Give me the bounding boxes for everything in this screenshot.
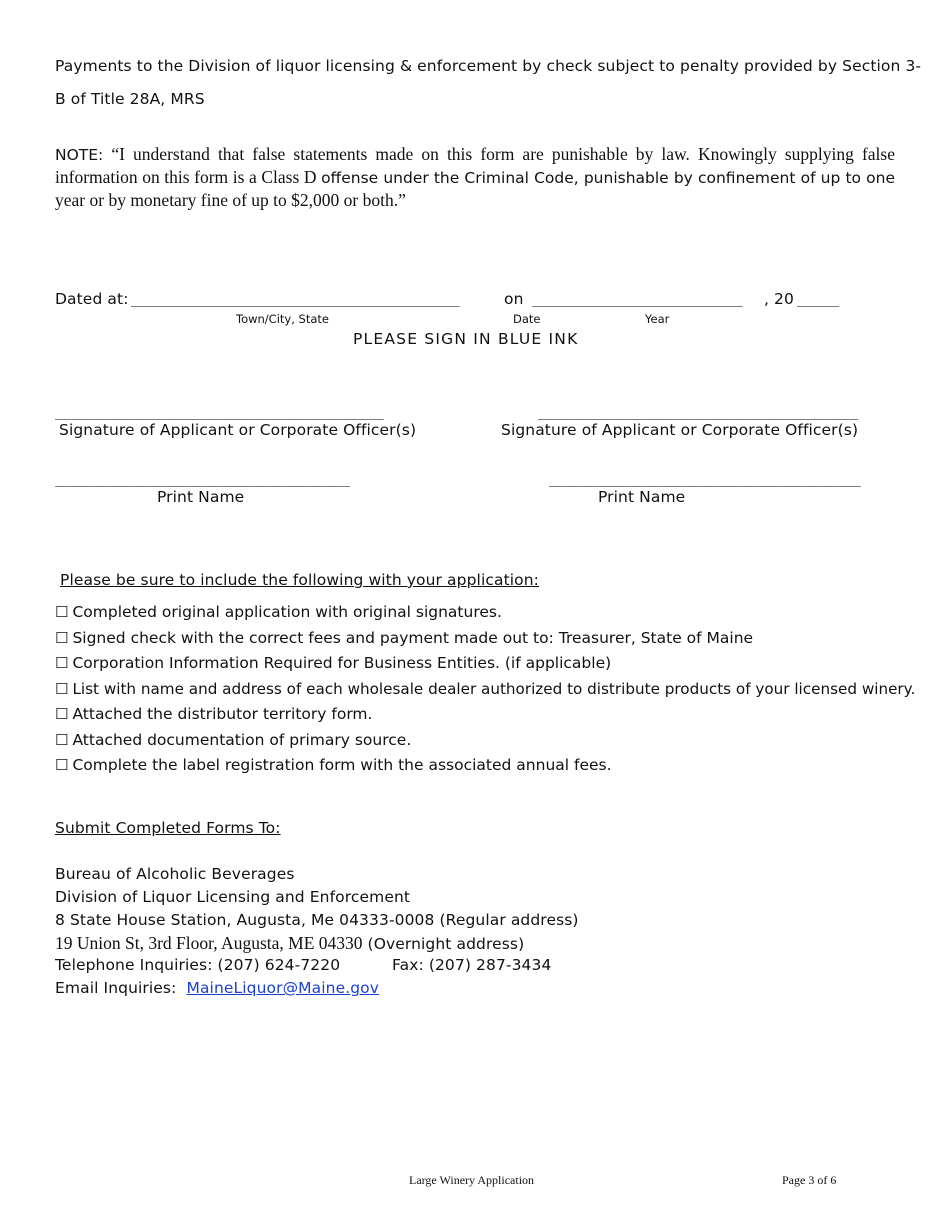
checklist-item-label: Attached the distributor territory form. — [72, 705, 373, 723]
signature-line-right[interactable]: ______________________________________ — [538, 404, 859, 420]
telephone-inquiries: Telephone Inquiries: (207) 624-7220 — [55, 956, 341, 974]
address-division: Division of Liquor Licensing and Enforcement — [55, 888, 411, 906]
print-name-caption-right: Print Name — [598, 488, 686, 506]
checkbox-icon[interactable]: ☐ — [55, 603, 69, 621]
address-overnight — [55, 933, 524, 954]
checklist-item[interactable] — [55, 680, 915, 698]
checklist-item[interactable] — [55, 603, 502, 621]
sign-blue-ink-notice: PLEASE SIGN IN BLUE INK — [353, 330, 579, 348]
year-caption: Year — [645, 312, 670, 326]
checklist-heading: Please be sure to include the following with your application: — [60, 571, 539, 589]
checklist-item-label: Completed original application with original signatures. — [72, 603, 502, 621]
submit-heading: Submit Completed Forms To: — [55, 819, 281, 837]
checkbox-icon[interactable]: ☐ — [55, 680, 69, 698]
note-paragraph — [55, 143, 895, 212]
address-bureau: Bureau of Alcoholic Beverages — [55, 865, 295, 883]
checklist-item[interactable] — [55, 629, 753, 647]
checklist-item-label: Complete the label registration form with the associated annual fees. — [72, 756, 612, 774]
date-field[interactable]: _________________________ — [532, 291, 743, 307]
dated-label: Dated at: — [55, 290, 129, 308]
checkbox-icon[interactable]: ☐ — [55, 654, 69, 672]
checkbox-icon[interactable]: ☐ — [55, 629, 69, 647]
note-text-3: year or by monetary fine of up to $2,000 or both.” — [55, 190, 406, 210]
on-label: on — [504, 290, 524, 308]
footer-title: Large Winery Application — [409, 1173, 535, 1187]
note-text-2: offense under the Criminal Code, punishable by confinement of up to one — [321, 169, 895, 187]
payments-line-1: Payments to the Division of liquor licensing & enforcement by check subject to penalty provided by Section 3- — [55, 57, 922, 75]
checkbox-icon[interactable]: ☐ — [55, 756, 69, 774]
payments-line-2: B of Title 28A, MRS — [55, 90, 205, 108]
checklist-item-label: Corporation Information Required for Business Entities. (if applicable) — [72, 654, 612, 672]
town-city-caption: Town/City, State — [236, 312, 329, 326]
signature-line-left[interactable]: _______________________________________ — [55, 404, 384, 420]
checklist-item-label: List with name and address of each wholesale dealer authorized to distribute products of your licensed winery. — [72, 680, 916, 698]
checklist-item[interactable] — [55, 756, 612, 774]
print-name-caption-left: Print Name — [157, 488, 245, 506]
year-field[interactable]: _____ — [797, 291, 840, 307]
address-overnight-label: (Overnight address) — [362, 935, 525, 953]
print-name-line-left[interactable]: ___________________________________ — [55, 471, 351, 487]
address-regular: 8 State House Station, Augusta, Me 04333-0008 (Regular address) — [55, 911, 579, 929]
date-caption: Date — [513, 312, 541, 326]
town-city-field[interactable]: _______________________________________ — [131, 291, 460, 307]
year-prefix: , 20 — [764, 290, 794, 308]
email-inquiries — [55, 979, 379, 997]
note-label: NOTE: — [55, 146, 104, 164]
signature-caption-right: Signature of Applicant or Corporate Officer(s) — [501, 421, 859, 439]
checklist-item-label: Signed check with the correct fees and payment made out to: Treasurer, State of Maine — [72, 629, 754, 647]
email-link[interactable]: MaineLiquor@Maine.gov — [186, 979, 380, 997]
signature-caption-left: Signature of Applicant or Corporate Officer(s) — [59, 421, 417, 439]
page-number: Page 3 of 6 — [782, 1173, 837, 1187]
address-overnight-street: 19 Union St, 3rd Floor, Augusta, ME 04330 — [55, 933, 363, 953]
checklist-item-label: Attached documentation of primary source. — [72, 731, 412, 749]
checklist-item[interactable] — [55, 731, 411, 749]
checkbox-icon[interactable]: ☐ — [55, 731, 69, 749]
checkbox-icon[interactable]: ☐ — [55, 705, 69, 723]
print-name-line-right[interactable]: _____________________________________ — [549, 471, 861, 487]
fax-number: Fax: (207) 287-3434 — [392, 956, 552, 974]
note-text-1: “I understand that false statements made on this form are punishable by law. Knowingly supplying false information on this form is a Class D — [55, 144, 895, 187]
checklist-item[interactable] — [55, 705, 372, 723]
checklist-item[interactable] — [55, 654, 611, 672]
email-label: Email Inquiries: — [55, 979, 177, 997]
